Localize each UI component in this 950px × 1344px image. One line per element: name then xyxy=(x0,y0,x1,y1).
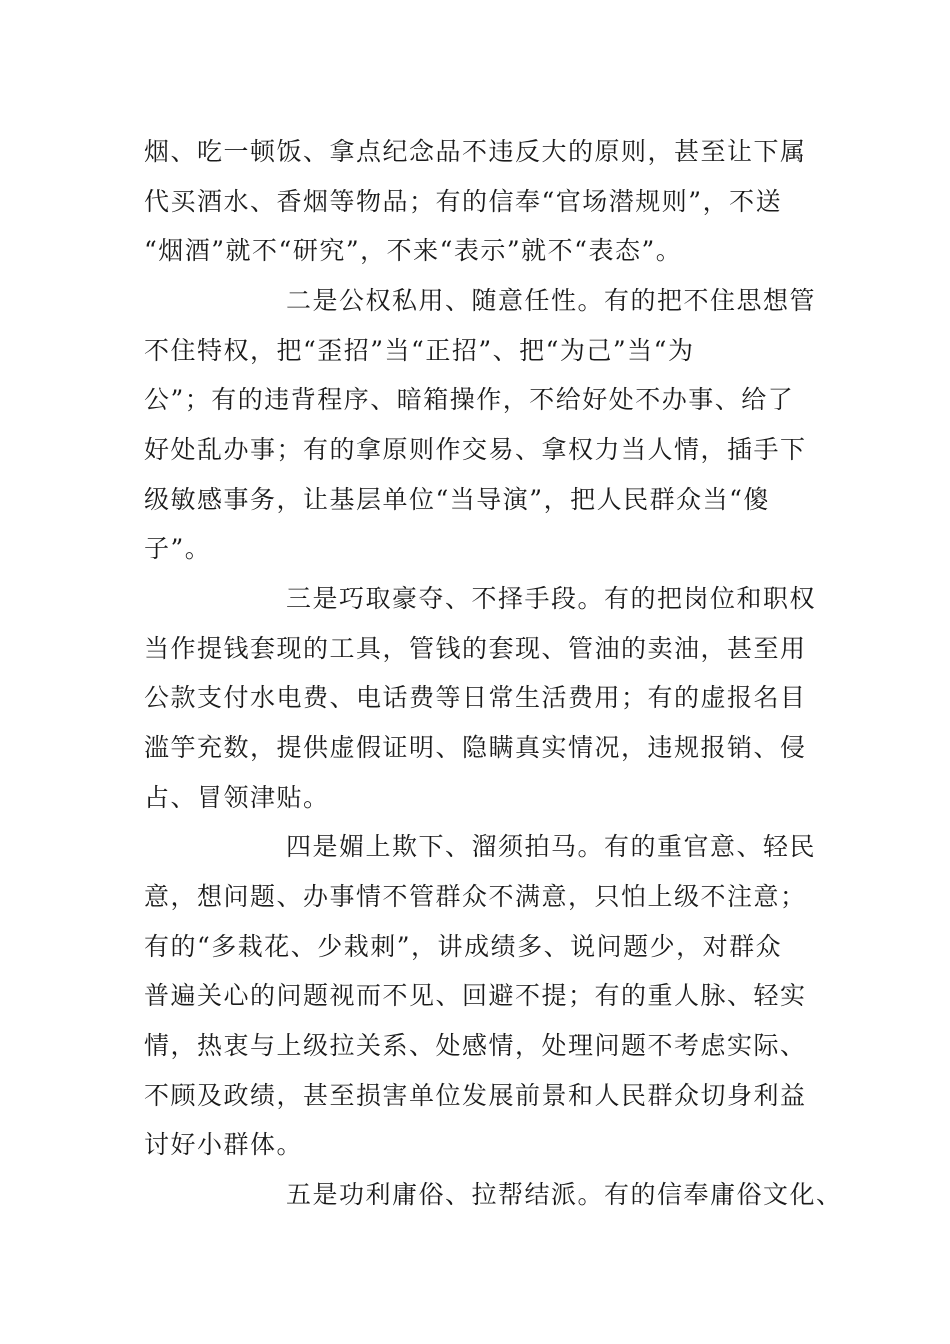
paragraph-heading-2: 二是公权私用、随意任性。有的把不住思想管 xyxy=(286,286,817,315)
text-line: 代买酒水、香烟等物品；有的信奉“官场潜规则”，不送 xyxy=(144,187,783,216)
paragraph-heading-3: 三是巧取豪夺、不择手段。有的把岗位和职权 xyxy=(286,584,817,613)
text-line: 公款支付水电费、电话费等日常生活费用；有的虚报名目 xyxy=(144,683,807,712)
text-line: 级敏感事务，让基层单位“当导演”，把人民群众当“傻 xyxy=(144,485,770,514)
text-line: 公”；有的违背程序、暗箱操作，不给好处不办事、给了 xyxy=(144,385,795,414)
text-line: 子”。 xyxy=(144,534,212,563)
text-line: 当作提钱套现的工具，管钱的套现、管油的卖油，甚至用 xyxy=(144,634,807,663)
text-line: 情，热衷与上级拉关系、处感情，处理问题不考虑实际、 xyxy=(144,1031,807,1060)
text-line: 讨好小群体。 xyxy=(144,1130,304,1159)
text-line: 有的“多栽花、少栽刺”，讲成绩多、说问题少，对群众 xyxy=(144,932,783,961)
text-line: 占、冒领津贴。 xyxy=(144,783,330,812)
text-line: “烟酒”就不“研究”，不来“表示”就不“表态”。 xyxy=(144,236,683,265)
text-line: 不顾及政绩，甚至损害单位发展前景和人民群众切身利益 xyxy=(144,1081,807,1110)
text-line: 不住特权，把“歪招”当“正招”、把“为己”当“为 xyxy=(144,336,695,365)
paragraph-heading-5: 五是功利庸俗、拉帮结派。有的信奉庸俗文化、 xyxy=(286,1180,843,1209)
text-line: 普遍关心的问题视而不见、回避不提；有的重人脉、轻实 xyxy=(144,981,807,1010)
text-line: 好处乱办事；有的拿原则作交易、拿权力当人情，插手下 xyxy=(144,435,807,464)
text-line: 意，想问题、办事情不管群众不满意，只怕上级不注意； xyxy=(144,882,807,911)
text-line: 烟、吃一顿饭、拿点纪念品不违反大的原则，甚至让下属 xyxy=(144,137,807,166)
text-line: 滥竽充数，提供虚假证明、隐瞒真实情况，违规报销、侵 xyxy=(144,733,807,762)
paragraph-heading-4: 四是媚上欺下、溜须拍马。有的重官意、轻民 xyxy=(286,832,817,861)
